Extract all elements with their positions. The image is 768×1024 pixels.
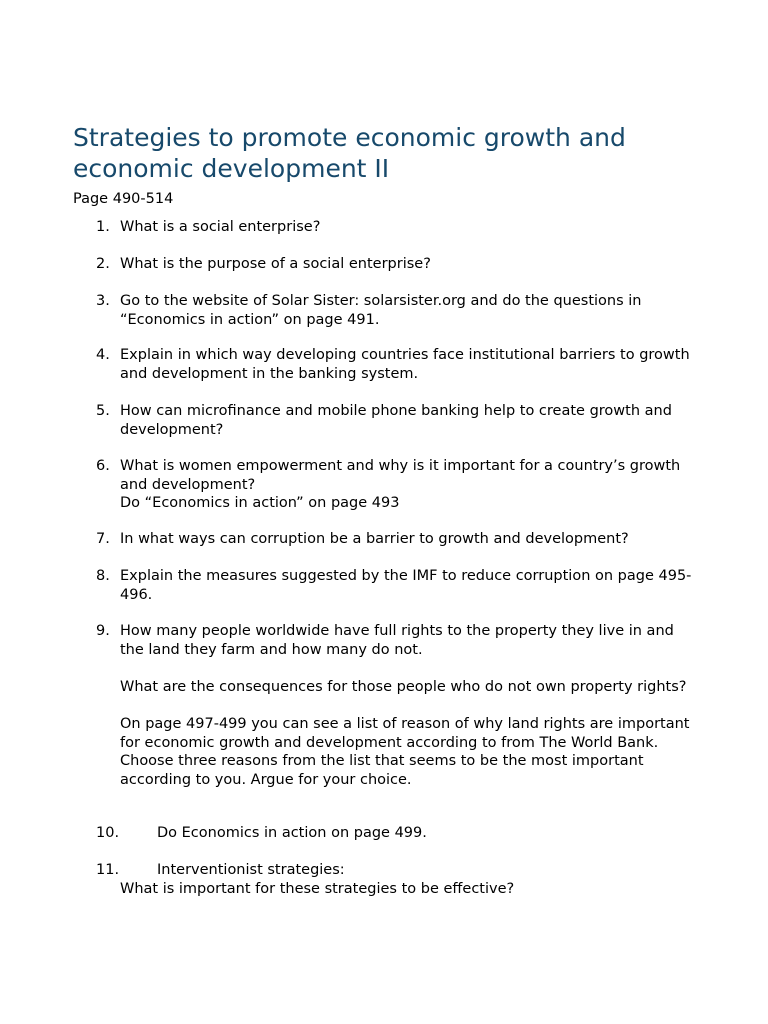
question-number: 3. bbox=[96, 293, 110, 309]
question-number: 4. bbox=[96, 347, 110, 363]
question-3 bbox=[96, 292, 696, 329]
question-text: What is a social enterprise? bbox=[120, 219, 321, 235]
question-text: How can microfinance and mobile phone banking help to create growth and development? bbox=[120, 403, 672, 438]
question-paragraph-3: On page 497-499 you can see a list of reason of why land rights are important for economic growth and development according to from The World Bank. Choose three reasons from the list that seems to be the most important according to you. Argue for your choice. bbox=[120, 715, 690, 788]
question-1 bbox=[96, 218, 696, 237]
question-paragraph-2: What are the consequences for those people who do not own property rights? bbox=[120, 678, 687, 695]
question-text: Interventionist strategies: bbox=[157, 862, 345, 878]
question-text-block bbox=[120, 457, 696, 513]
question-text: What is the purpose of a social enterprise? bbox=[120, 256, 431, 272]
question-text: Go to the website of Solar Sister: solarsister.org and do the questions in “Economics in action” on page 491. bbox=[120, 293, 642, 328]
question-7 bbox=[96, 530, 696, 549]
question-9 bbox=[96, 622, 696, 789]
question-5 bbox=[96, 402, 696, 439]
question-number: 7. bbox=[96, 531, 110, 547]
question-text-block bbox=[120, 622, 696, 789]
question-6 bbox=[96, 457, 696, 513]
question-11 bbox=[96, 861, 696, 898]
question-2 bbox=[96, 255, 696, 274]
page-range: Page 490-514 bbox=[73, 191, 174, 207]
question-number: 6. bbox=[96, 458, 110, 474]
question-text: Do Economics in action on page 499. bbox=[157, 825, 427, 841]
question-number: 5. bbox=[96, 403, 110, 419]
question-number: 2. bbox=[96, 256, 110, 272]
question-extra: Do “Economics in action” on page 493 bbox=[120, 495, 400, 512]
question-number: 1. bbox=[96, 219, 110, 235]
question-text: Explain the measures suggested by the IMF to reduce corruption on page 495-496. bbox=[120, 568, 692, 603]
question-number: 8. bbox=[96, 568, 110, 584]
question-extra: What is important for these strategies to be effective? bbox=[120, 880, 515, 897]
question-4 bbox=[96, 346, 696, 383]
question-number: 10. bbox=[96, 825, 120, 841]
question-8 bbox=[96, 567, 696, 604]
question-text: What is women empowerment and why is it important for a country’s growth and development? bbox=[120, 458, 681, 493]
question-text: How many people worldwide have full rights to the property they live in and the land they farm and how many do not. bbox=[120, 623, 674, 658]
question-text: Explain in which way developing countries face institutional barriers to growth and development in the banking system. bbox=[120, 347, 690, 382]
question-number: 11. bbox=[96, 862, 120, 878]
question-text: In what ways can corruption be a barrier to growth and development? bbox=[120, 531, 629, 547]
document-title: Strategies to promote economic growth and economic development II bbox=[73, 123, 626, 183]
question-10 bbox=[96, 824, 696, 843]
question-number: 9. bbox=[96, 623, 110, 639]
